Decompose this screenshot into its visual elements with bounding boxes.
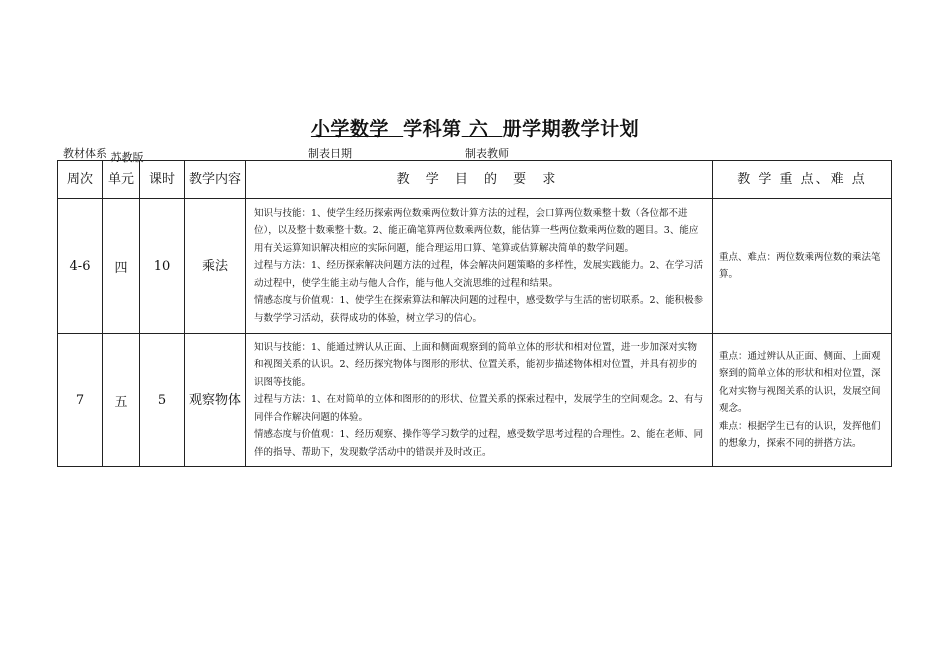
key-paragraph: 难点：根据学生已有的认识，发挥他们的想象力，探索不同的拼搭方法。 [719, 420, 881, 449]
title-subject: 小学数学 [310, 118, 389, 140]
title-suffix: 册学期教学计划 [502, 118, 640, 140]
header-hours: 课时 [140, 161, 185, 199]
row-content: 乘法 [185, 199, 246, 334]
row-unit: 五 [103, 334, 140, 467]
row-goals [246, 199, 713, 334]
row-week: 4-6 [58, 199, 103, 334]
row-content: 观察物体 [185, 334, 246, 467]
goal-paragraph: 知识与技能：1、能通过辨认从正面、上面和侧面观察到的简单立体的形状和相对位置，进一步加深对实物和视图关系的认识。2、经历探究物体与图形的形状、位置关系，能初步描述物体相对位置，并具有初步的识图等技能。 [254, 341, 698, 388]
row-key-points [713, 334, 892, 467]
goal-paragraph: 情感态度与价值观：1、经历观察、操作等学习数学的过程，感受数学思考过程的合理性。2、能在老师、同伴的指导、帮助下，发现数学活动中的错误并及时改正。 [254, 429, 704, 458]
goal-paragraph: 情感态度与价值观：1、使学生在探索算法和解决问题的过程中，感受数学与生活的密切联系。2、能积极参与数学学习活动，获得成功的体验，树立学习的信心。 [254, 295, 704, 324]
row-hours: 5 [140, 334, 185, 467]
header-row [58, 161, 892, 199]
title-volume: 六 [468, 118, 489, 140]
page-title [0, 114, 950, 141]
header-content: 教学内容 [185, 161, 246, 199]
teaching-plan-table [57, 160, 892, 467]
row-unit: 四 [103, 199, 140, 334]
title-gap [389, 118, 403, 140]
date-label: 制表日期 [308, 147, 352, 160]
header-week: 周次 [58, 161, 103, 199]
textbook-value: 苏教版 [110, 151, 144, 164]
table-row [58, 199, 892, 334]
row-key-points [713, 199, 892, 334]
goal-paragraph: 过程与方法：1、经历探索解决问题方法的过程，体会解决问题策略的多样性，发展实践能力。2、在学习活动过程中，使学生能主动与他人合作，能与他人交流思维的过程和结果。 [254, 260, 704, 289]
header-key-points: 教 学 重 点、难 点 [713, 161, 892, 199]
row-goals [246, 334, 713, 467]
date-meta [308, 145, 402, 161]
key-paragraph: 重点、难点：两位数乘两位数的乘法笔算。 [719, 251, 881, 280]
teacher-label: 制表教师 [465, 147, 509, 160]
key-paragraph: 重点：通过辨认从正面、侧面、上面观察到的简单立体的形状和相对位置，深化对实物与视图关系的认识，发展空间观念。 [719, 350, 881, 414]
goal-paragraph: 知识与技能：1、使学生经历探索两位数乘两位数计算方法的过程，会口算两位数乘整十数（各位都不进位），以及整十数乘整十数。2、能正确笔算两位数乘两位数，能估算一些两位数乘两位数的题目。3、能应用有关运算知识解决相应的实际问题，能合理运用口算、笔算或估算解决简单的数学问题。 [254, 207, 699, 254]
header-goals: 教 学 目 的 要 求 [246, 161, 713, 199]
title-grade-prefix: 学科第 [403, 118, 462, 140]
header-unit: 单元 [103, 161, 140, 199]
teacher-meta [465, 145, 571, 161]
goal-paragraph: 过程与方法：1、在对简单的立体和图形的的形状、位置关系的探索过程中，发展学生的空间观念。2、有与同伴合作解决问题的体验。 [254, 394, 704, 423]
table-row [58, 334, 892, 467]
textbook-meta [63, 145, 201, 164]
textbook-label: 教材体系 [63, 147, 107, 160]
row-week: 7 [58, 334, 103, 467]
row-hours: 10 [140, 199, 185, 334]
